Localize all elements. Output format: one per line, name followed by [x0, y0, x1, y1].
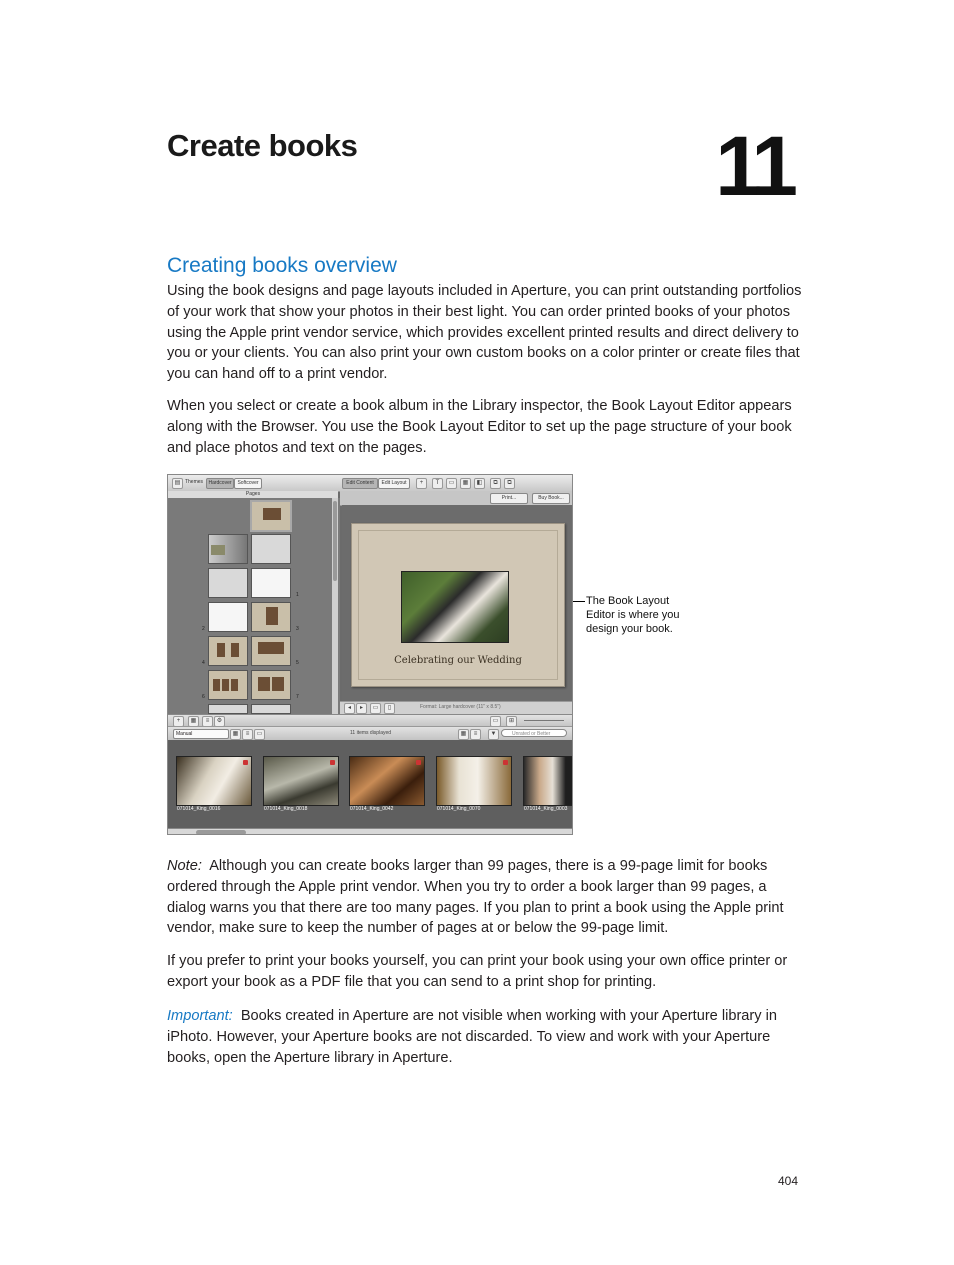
view-mode-icon[interactable]: ▭ [370, 703, 381, 714]
badge-icon [416, 760, 421, 765]
photo-label: 071014_King_0042 [350, 806, 394, 812]
pages-scrollbar[interactable] [332, 498, 338, 714]
sort-select[interactable]: Manual [173, 729, 229, 739]
page-thumb[interactable] [251, 636, 291, 666]
filter-icon[interactable]: ▼ [488, 729, 499, 740]
softcover-button[interactable]: Softcover [234, 478, 262, 489]
chapter-number: 11 [715, 119, 792, 213]
page-thumb[interactable] [208, 602, 248, 632]
list-icon[interactable]: ≡ [202, 716, 213, 727]
page-number: 404 [777, 1174, 798, 1188]
map-box-icon[interactable]: ▦ [460, 478, 471, 489]
themes-icon[interactable]: ▤ [172, 478, 183, 489]
photo-label: 071014_King_0016 [177, 806, 221, 812]
items-count: 11 items displayed [350, 730, 392, 736]
pages-label: Pages [168, 491, 338, 499]
photo-thumbnail[interactable] [436, 756, 512, 806]
format-label: Format: Large hardcover (11" x 8.5") [420, 704, 501, 710]
photo-thumbnail[interactable] [263, 756, 339, 806]
previous-page-icon[interactable]: ◂ [344, 703, 355, 714]
important-text: Books created in Aperture are not visible when working with your Aperture library in iPhoto. However, your Aperture books are not discarded. To view and work with your Aperture books, open the Aperture library in Aperture. [167, 1008, 777, 1066]
search-field[interactable]: Unrated or Better [501, 729, 567, 737]
add-page-icon[interactable]: + [416, 478, 427, 489]
buy-book-button[interactable]: Buy Book... [532, 493, 570, 504]
photo-thumbnail[interactable] [523, 756, 573, 806]
book-layout-editor-screenshot [167, 474, 573, 835]
intro-paragraph: Using the book designs and page layouts included in Aperture, you can print outstanding portfolios of your work that show your photos in their best light. You can order printed books of your photos using the Apple print vendor service, which provides excellent printed results and direct delivery to you or your clients. You can also print your own custom books on a color printer or create files that you can hand off to a print vendor. [167, 283, 802, 383]
chapter-title: Create books [167, 128, 358, 163]
page-thumb[interactable] [208, 534, 248, 564]
note-label: Note: [167, 858, 202, 874]
page-number-label: 4 [202, 660, 205, 666]
book-page[interactable] [351, 523, 565, 687]
browser-list-icon[interactable]: ≡ [470, 729, 481, 740]
badge-icon [243, 760, 248, 765]
callout-leader-line [573, 601, 585, 602]
library-inspector-paragraph: When you select or create a book album in the Library inspector, the Book Layout Editor appears along with the Browser. You use the Book Layout Editor to set up the page structure of your book and place photos and text on the pages. [167, 398, 792, 456]
page-number-label: 6 [202, 694, 205, 700]
section-title: Creating books overview [167, 254, 397, 277]
themes-button[interactable]: Themes [184, 479, 204, 485]
badge-icon [503, 760, 508, 765]
edit-content-button[interactable]: Edit Content [342, 478, 378, 489]
page-thumb[interactable] [208, 636, 248, 666]
action-menu-icon[interactable]: + [173, 716, 184, 727]
print-button[interactable]: Print... [490, 493, 528, 504]
callout-text: The Book Layout Editor is where you design your book. [586, 595, 680, 635]
photo-thumbnail[interactable] [176, 756, 252, 806]
grid-view-icon[interactable]: ▦ [230, 729, 241, 740]
photo-label: 071014_King_0070 [437, 806, 481, 812]
edit-layout-button[interactable]: Edit Layout [378, 478, 410, 489]
zoom-slider[interactable] [524, 720, 564, 721]
page-number-label: 2 [202, 626, 205, 632]
book-caption[interactable]: Celebrating our Wedding [394, 655, 522, 666]
list-view-icon[interactable]: ≡ [242, 729, 253, 740]
page-number-label: 5 [296, 660, 299, 666]
next-page-icon[interactable]: ▸ [356, 703, 367, 714]
page-thumb[interactable] [251, 534, 291, 564]
browser-grid-icon[interactable]: ▦ [458, 729, 469, 740]
browser-scrollbar[interactable] [168, 828, 573, 835]
copy-layout-icon[interactable]: ⧉ [490, 478, 501, 489]
photo-thumbnail[interactable] [349, 756, 425, 806]
photo-label: 071014_King_0018 [264, 806, 308, 812]
page-thumb[interactable] [208, 704, 248, 714]
hardcover-button[interactable]: Hardcover [206, 478, 234, 489]
layout-toolbar [340, 491, 573, 506]
filmstrip-icon[interactable]: ▭ [254, 729, 265, 740]
paste-layout-icon[interactable]: ⧉ [504, 478, 515, 489]
page-frame [358, 530, 558, 680]
pages-panel[interactable] [168, 498, 340, 714]
canvas-status-bar [340, 701, 573, 714]
scroll-knob[interactable] [196, 830, 246, 835]
page-thumb[interactable] [251, 704, 291, 714]
fullscreen-icon[interactable]: ▭ [490, 716, 501, 727]
scroll-knob[interactable] [333, 501, 337, 581]
book-layout-canvas[interactable] [342, 505, 573, 701]
page-thumb[interactable] [251, 602, 291, 632]
photo-box-icon[interactable]: ▭ [446, 478, 457, 489]
important-label: Important: [167, 1008, 233, 1024]
note-paragraph [167, 856, 807, 939]
page-number-label: 1 [296, 592, 299, 598]
gear-icon[interactable]: ⚙ [214, 716, 225, 727]
photo-label: 071014_King_0003 [524, 806, 568, 812]
important-paragraph [167, 1006, 807, 1068]
page-number-label: 3 [296, 626, 299, 632]
wedding-photo[interactable] [401, 571, 509, 643]
badge-icon [330, 760, 335, 765]
note-text: Although you can create books larger than 99 pages, there is a 99-page limit for books ordered through the Apple print vendor. When you try to order a book larger than 99 pages, a dialog warns you that there are too many pages. If you plan to print a book using the Apple print vendor, make sure to keep the number of pages at or below the 99-page limit. [167, 858, 784, 937]
book-toolbar [168, 475, 573, 492]
page-thumb[interactable] [251, 568, 291, 598]
print-yourself-paragraph: If you prefer to print your books yourself, you can print your book using your own office printer or export your book as a PDF file that you can send to a print shop for printing. [167, 953, 788, 990]
page-thumb[interactable] [208, 670, 248, 700]
page-thumb[interactable] [208, 568, 248, 598]
text-box-icon[interactable]: T [432, 478, 443, 489]
arrange-icon[interactable]: ◧ [474, 478, 485, 489]
grid-icon[interactable]: ▦ [188, 716, 199, 727]
spread-view-icon[interactable]: ▯ [384, 703, 395, 714]
browser-control-bar [168, 726, 573, 741]
page-number-label: 7 [296, 694, 299, 700]
browser [168, 740, 573, 828]
page-thumb-cover[interactable] [250, 500, 292, 532]
page-thumb[interactable] [251, 670, 291, 700]
zoom-icon[interactable]: ⊞ [506, 716, 517, 727]
